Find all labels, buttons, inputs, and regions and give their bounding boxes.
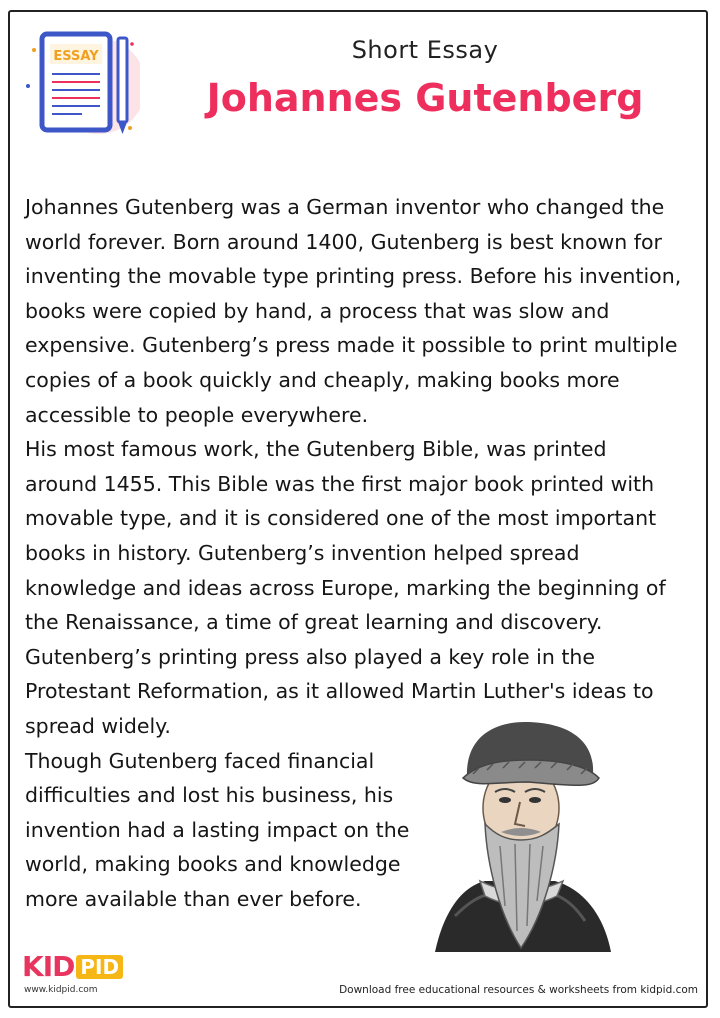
logo-pid-text: PID	[76, 955, 123, 979]
gutenberg-portrait-image	[425, 716, 615, 958]
logo-url: www.kidpid.com	[24, 985, 98, 995]
kidpid-logo	[22, 952, 123, 982]
logo-kid-text: KID	[22, 950, 75, 983]
essay-subtitle: Short Essay	[351, 36, 499, 64]
essay-paragraph: Though Gutenberg faced financial difficulties and lost his business, his invention had a lasting impact on the world, making books and knowledge more available than ever before.	[25, 748, 410, 911]
essay-icon-label: ESSAY	[53, 49, 99, 64]
page-title: Johannes Gutenberg	[206, 76, 644, 120]
footer-note: Download free educational resources & worksheets from kidpid.com	[339, 984, 698, 996]
essay-paragraph: Johannes Gutenberg was a German inventor who changed the world forever. Born around 1400, Gutenberg is best known for inventing the movable type printing press. Before his invention, books were copied by hand, a process that was slow and expensive. Gutenberg’s press made it possible to print multiple copies of a book quickly and cheaply, making books more accessible to people everywhere.	[25, 195, 682, 427]
essay-paragraph: His most famous work, the Gutenberg Bible, was printed around 1455. This Bible was the first major book printed with movable type, and it is considered one of the most important books in history. Gutenberg’s invention helped spread knowledge and ideas across Europe, marking the beginning of the Renaissance, a time of great learning and discovery. Gutenberg’s printing press also played a key role in the Protestant Reformation, as it allowed Martin Luther's ideas to spread widely.	[25, 437, 666, 738]
essay-notepad-icon	[20, 24, 140, 149]
